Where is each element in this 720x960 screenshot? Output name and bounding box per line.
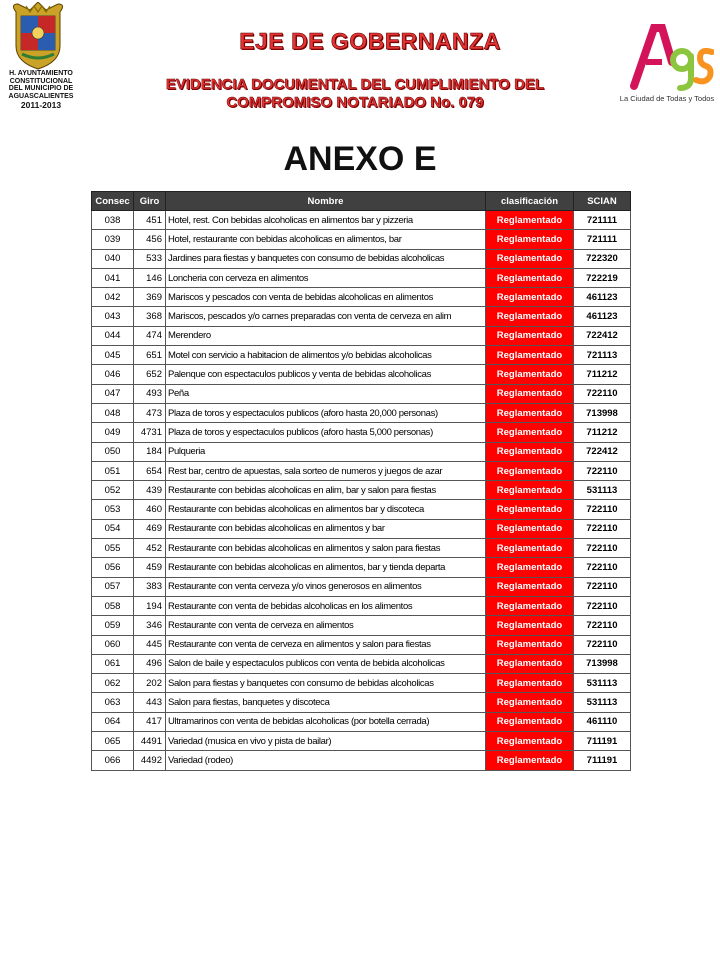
table-row <box>92 423 631 442</box>
cell-consec: 059 <box>92 616 134 635</box>
cell-nombre: Restaurante con venta de cerveza en alimentos y salon para fiestas <box>166 635 486 654</box>
cell-giro: 652 <box>134 365 166 384</box>
cell-clasificacion: Reglamentado <box>486 635 574 654</box>
cell-giro: 443 <box>134 693 166 712</box>
cell-scian: 711212 <box>574 423 631 442</box>
cell-nombre: Merendero <box>166 326 486 345</box>
cell-clasificacion: Reglamentado <box>486 365 574 384</box>
table-row <box>92 635 631 654</box>
annex-title: ANEXO E <box>283 140 437 178</box>
cell-nombre: Salon de baile y espectaculos publicos con venta de bebida alcoholicas <box>166 654 486 673</box>
cell-consec: 045 <box>92 346 134 365</box>
cell-clasificacion: Reglamentado <box>486 732 574 751</box>
table-row <box>92 732 631 751</box>
cell-clasificacion: Reglamentado <box>486 230 574 249</box>
business-types-table <box>91 191 631 771</box>
cell-giro: 651 <box>134 346 166 365</box>
cell-clasificacion: Reglamentado <box>486 500 574 519</box>
cell-scian: 711191 <box>574 732 631 751</box>
cell-clasificacion: Reglamentado <box>486 326 574 345</box>
cell-nombre: Mariscos, pescados y/o carnes preparadas con venta de cerveza en alim <box>166 307 486 326</box>
cell-clasificacion: Reglamentado <box>486 288 574 307</box>
cell-giro: 439 <box>134 481 166 500</box>
cell-scian: 531113 <box>574 693 631 712</box>
cell-nombre: Variedad (musica en vivo y pista de bailar) <box>166 732 486 751</box>
cell-consec: 043 <box>92 307 134 326</box>
cell-consec: 041 <box>92 268 134 287</box>
table-row <box>92 230 631 249</box>
cell-clasificacion: Reglamentado <box>486 539 574 558</box>
column-header-consec: Consec <box>92 192 134 211</box>
cell-scian: 722219 <box>574 268 631 287</box>
table-row <box>92 365 631 384</box>
cell-giro: 417 <box>134 712 166 731</box>
coat-of-arms-icon <box>8 2 68 70</box>
cell-scian: 713998 <box>574 654 631 673</box>
cell-nombre: Rest bar, centro de apuestas, sala sorteo de numeros y juegos de azar <box>166 461 486 480</box>
page-title: EJE DE GOBERNANZA <box>239 28 501 54</box>
cell-clasificacion: Reglamentado <box>486 519 574 538</box>
cell-consec: 062 <box>92 674 134 693</box>
cell-scian: 722110 <box>574 616 631 635</box>
cell-giro: 456 <box>134 230 166 249</box>
cell-clasificacion: Reglamentado <box>486 403 574 422</box>
cell-clasificacion: Reglamentado <box>486 712 574 731</box>
cell-giro: 493 <box>134 384 166 403</box>
cell-clasificacion: Reglamentado <box>486 346 574 365</box>
cell-giro: 368 <box>134 307 166 326</box>
cell-giro: 194 <box>134 596 166 615</box>
table-row <box>92 558 631 577</box>
cell-giro: 4492 <box>134 751 166 770</box>
cell-nombre: Motel con servicio a habitacion de alimentos y/o bebidas alcoholicas <box>166 346 486 365</box>
table-row <box>92 577 631 596</box>
cell-nombre: Jardines para fiestas y banquetes con consumo de bebidas alcoholicas <box>166 249 486 268</box>
cell-clasificacion: Reglamentado <box>486 442 574 461</box>
cell-nombre: Restaurante con bebidas alcoholicas en alimentos y bar <box>166 519 486 538</box>
cell-consec: 047 <box>92 384 134 403</box>
cell-clasificacion: Reglamentado <box>486 577 574 596</box>
table-row <box>92 403 631 422</box>
cell-consec: 052 <box>92 481 134 500</box>
cell-nombre: Restaurante con bebidas alcoholicas en alimentos, bar y tienda departa <box>166 558 486 577</box>
cell-consec: 053 <box>92 500 134 519</box>
table-header-row <box>92 192 631 211</box>
cell-clasificacion: Reglamentado <box>486 211 574 230</box>
cell-giro: 383 <box>134 577 166 596</box>
cell-scian: 722110 <box>574 558 631 577</box>
cell-scian: 722110 <box>574 539 631 558</box>
cell-consec: 050 <box>92 442 134 461</box>
cell-scian: 722110 <box>574 635 631 654</box>
table-row <box>92 519 631 538</box>
table-row <box>92 481 631 500</box>
cell-nombre: Ultramarinos con venta de bebidas alcoholicas (por botella cerrada) <box>166 712 486 731</box>
cell-consec: 057 <box>92 577 134 596</box>
cell-clasificacion: Reglamentado <box>486 674 574 693</box>
column-header-giro: Giro <box>134 192 166 211</box>
table-row <box>92 268 631 287</box>
cell-consec: 040 <box>92 249 134 268</box>
cell-clasificacion: Reglamentado <box>486 751 574 770</box>
cell-clasificacion: Reglamentado <box>486 654 574 673</box>
cell-scian: 722110 <box>574 500 631 519</box>
cell-scian: 711191 <box>574 751 631 770</box>
subtitle-line-1: EVIDENCIA DOCUMENTAL DEL CUMPLIMIENTO DEL <box>165 76 545 93</box>
table-row <box>92 712 631 731</box>
cell-giro: 533 <box>134 249 166 268</box>
cell-scian: 722110 <box>574 461 631 480</box>
table-row <box>92 654 631 673</box>
cell-scian: 461123 <box>574 288 631 307</box>
cell-nombre: Pulqueria <box>166 442 486 461</box>
cell-consec: 061 <box>92 654 134 673</box>
table-row <box>92 616 631 635</box>
cell-giro: 369 <box>134 288 166 307</box>
table-row <box>92 346 631 365</box>
cell-giro: 496 <box>134 654 166 673</box>
cell-consec: 056 <box>92 558 134 577</box>
column-header-clasificacion: clasificación <box>486 192 574 211</box>
cell-scian: 722320 <box>574 249 631 268</box>
cell-consec: 038 <box>92 211 134 230</box>
cell-clasificacion: Reglamentado <box>486 616 574 635</box>
cell-scian: 722110 <box>574 577 631 596</box>
cell-scian: 711212 <box>574 365 631 384</box>
cell-consec: 049 <box>92 423 134 442</box>
cell-giro: 459 <box>134 558 166 577</box>
cell-nombre: Peña <box>166 384 486 403</box>
cell-consec: 044 <box>92 326 134 345</box>
subtitle-line-2: COMPROMISO NOTARIADO No. 079 <box>226 94 484 111</box>
cell-giro: 202 <box>134 674 166 693</box>
cell-giro: 451 <box>134 211 166 230</box>
cell-nombre: Restaurante con bebidas alcoholicas en alimentos y salon para fiestas <box>166 539 486 558</box>
table-row <box>92 751 631 770</box>
cell-scian: 531113 <box>574 674 631 693</box>
ags-logo-icon <box>628 22 714 92</box>
cell-nombre: Hotel, rest. Con bebidas alcoholicas en alimentos bar y pizzeria <box>166 211 486 230</box>
cell-consec: 060 <box>92 635 134 654</box>
cell-scian: 722110 <box>574 384 631 403</box>
cell-clasificacion: Reglamentado <box>486 461 574 480</box>
cell-giro: 460 <box>134 500 166 519</box>
page-subtitle <box>120 76 590 112</box>
cell-scian: 461110 <box>574 712 631 731</box>
cell-consec: 051 <box>92 461 134 480</box>
cell-scian: 531113 <box>574 481 631 500</box>
cell-nombre: Plaza de toros y espectaculos publicos (aforo hasta 5,000 personas) <box>166 423 486 442</box>
cell-nombre: Salon para fiestas, banquetes y discoteca <box>166 693 486 712</box>
table-row <box>92 326 631 345</box>
cell-consec: 066 <box>92 751 134 770</box>
cell-giro: 654 <box>134 461 166 480</box>
cell-clasificacion: Reglamentado <box>486 249 574 268</box>
table-row <box>92 211 631 230</box>
table-row <box>92 288 631 307</box>
cell-nombre: Restaurante con bebidas alcoholicas en alimentos bar y discoteca <box>166 500 486 519</box>
table-row <box>92 674 631 693</box>
table-row <box>92 384 631 403</box>
cell-consec: 063 <box>92 693 134 712</box>
table-row <box>92 461 631 480</box>
cell-scian: 721111 <box>574 211 631 230</box>
cell-clasificacion: Reglamentado <box>486 481 574 500</box>
table-row <box>92 500 631 519</box>
cell-nombre: Restaurante con venta cerveza y/o vinos generosos en alimentos <box>166 577 486 596</box>
cell-giro: 4731 <box>134 423 166 442</box>
cell-giro: 184 <box>134 442 166 461</box>
cell-giro: 4491 <box>134 732 166 751</box>
cell-consec: 055 <box>92 539 134 558</box>
table-row <box>92 249 631 268</box>
cell-clasificacion: Reglamentado <box>486 558 574 577</box>
cell-giro: 469 <box>134 519 166 538</box>
cell-clasificacion: Reglamentado <box>486 307 574 326</box>
table-row <box>92 539 631 558</box>
cell-scian: 722110 <box>574 596 631 615</box>
cell-giro: 473 <box>134 403 166 422</box>
column-header-scian: SCIAN <box>574 192 631 211</box>
cell-clasificacion: Reglamentado <box>486 268 574 287</box>
table-row <box>92 693 631 712</box>
cell-nombre: Mariscos y pescados con venta de bebidas alcoholicas en alimentos <box>166 288 486 307</box>
table-row <box>92 442 631 461</box>
cell-scian: 721111 <box>574 230 631 249</box>
cell-scian: 721113 <box>574 346 631 365</box>
cell-clasificacion: Reglamentado <box>486 384 574 403</box>
cell-clasificacion: Reglamentado <box>486 693 574 712</box>
cell-consec: 064 <box>92 712 134 731</box>
cell-scian: 722412 <box>574 442 631 461</box>
cell-nombre: Plaza de toros y espectaculos publicos (aforo hasta 20,000 personas) <box>166 403 486 422</box>
column-header-nombre: Nombre <box>166 192 486 211</box>
cell-scian: 722412 <box>574 326 631 345</box>
cell-nombre: Palenque con espectaculos publicos y venta de bebidas alcoholicas <box>166 365 486 384</box>
seal-caption: H. AYUNTAMIENTO CONSTITUCIONAL DEL MUNICIPIO DE AGUASCALIENTES 2011-2013 <box>8 70 74 110</box>
cell-nombre: Variedad (rodeo) <box>166 751 486 770</box>
cell-consec: 048 <box>92 403 134 422</box>
cell-clasificacion: Reglamentado <box>486 423 574 442</box>
cell-scian: 722110 <box>574 519 631 538</box>
cell-giro: 445 <box>134 635 166 654</box>
cell-consec: 046 <box>92 365 134 384</box>
cell-consec: 058 <box>92 596 134 615</box>
table-body <box>92 211 631 771</box>
cell-giro: 474 <box>134 326 166 345</box>
cell-consec: 054 <box>92 519 134 538</box>
cell-giro: 146 <box>134 268 166 287</box>
cell-scian: 713998 <box>574 403 631 422</box>
table-row <box>92 307 631 326</box>
cell-nombre: Restaurante con venta de cerveza en alimentos <box>166 616 486 635</box>
cell-nombre: Salon para fiestas y banquetes con consumo de bebidas alcoholicas <box>166 674 486 693</box>
cell-clasificacion: Reglamentado <box>486 596 574 615</box>
cell-giro: 346 <box>134 616 166 635</box>
cell-nombre: Restaurante con venta de bebidas alcoholicas en los alimentos <box>166 596 486 615</box>
cell-consec: 039 <box>92 230 134 249</box>
logo-tagline: La Ciudad de Todas y Todos <box>619 94 715 103</box>
table-row <box>92 596 631 615</box>
cell-nombre: Restaurante con bebidas alcoholicas en alim, bar y salon para fiestas <box>166 481 486 500</box>
cell-nombre: Loncheria con cerveza en alimentos <box>166 268 486 287</box>
cell-nombre: Hotel, restaurante con bebidas alcoholicas en alimentos, bar <box>166 230 486 249</box>
cell-consec: 042 <box>92 288 134 307</box>
cell-scian: 461123 <box>574 307 631 326</box>
cell-consec: 065 <box>92 732 134 751</box>
cell-giro: 452 <box>134 539 166 558</box>
